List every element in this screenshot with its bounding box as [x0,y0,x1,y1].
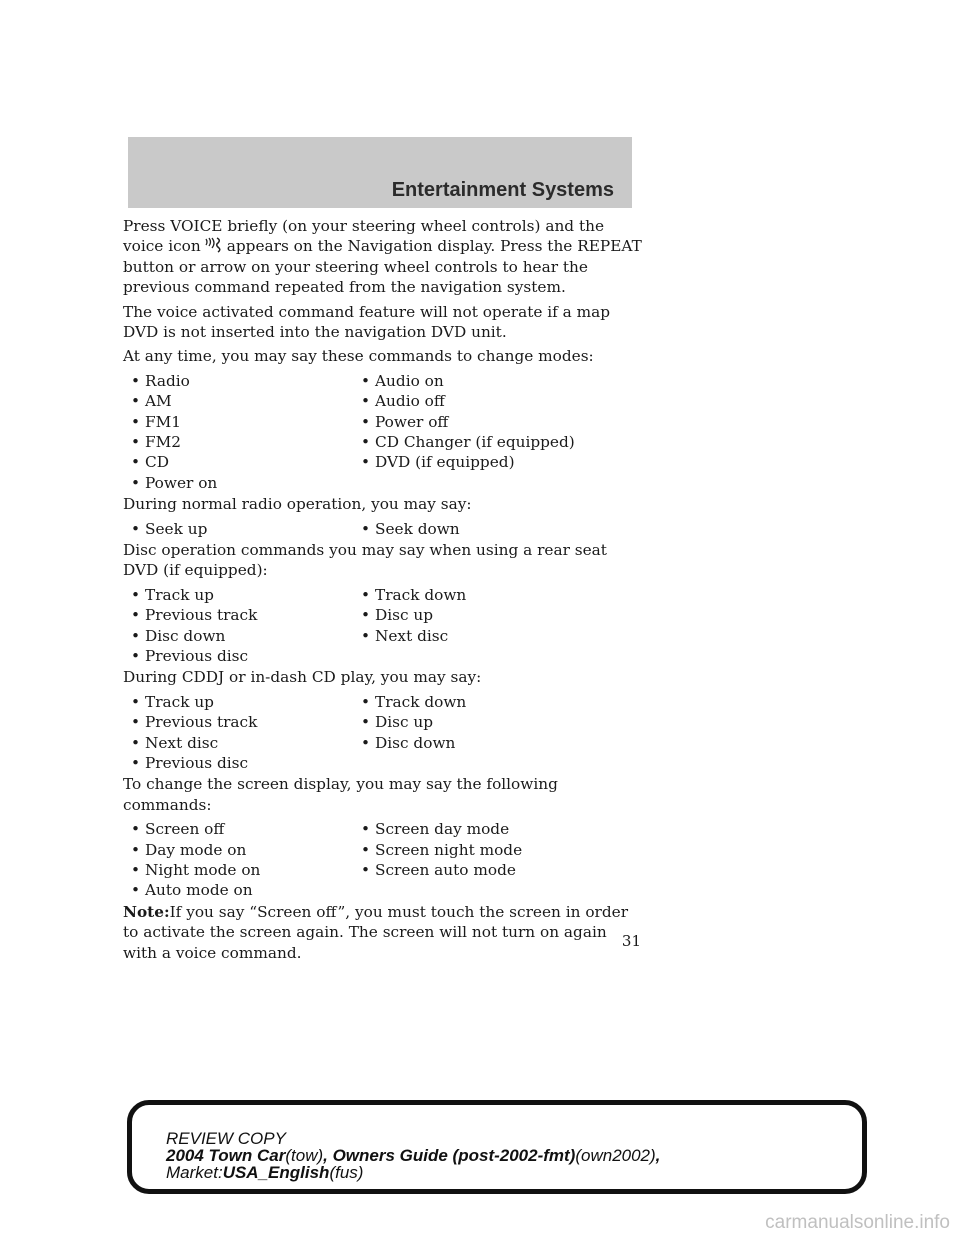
bullet-item [123,585,353,605]
review-guide: , Owners Guide (post-2002-fmt) [323,1146,576,1165]
radio-list [123,519,643,539]
bullet-text: Next disc [145,733,219,752]
bullet-text: Screen day mode [375,820,510,839]
bullet-dot: • [361,519,371,538]
review-guide-code: (own2002) [575,1146,656,1165]
bullet-dot: • [361,453,371,472]
bullet-text: Previous disc [145,646,249,665]
bullet-dot: • [361,606,371,625]
paragraph-dvd-note: The voice activated command feature will not operate if a map DVD is not inserted into the navigation DVD unit. [123,302,611,342]
review-text [166,1130,660,1181]
bullet-text: DVD (if equipped) [375,453,515,472]
paragraph-voice-intro [123,216,643,298]
paragraph-disc-intro: Disc operation commands you may say when using a rear seat DVD (if equipped): [123,540,607,580]
note-label: Note: [123,902,170,921]
bullet-item [353,371,643,391]
bullet-dot: • [131,733,141,752]
bullet-text: FM1 [145,412,182,431]
bullet-dot: • [131,753,141,772]
bullet-text: Track down [375,692,467,711]
section-title: Entertainment Systems [391,179,614,201]
bullet-item [123,692,353,712]
bullet-item [123,605,353,625]
bullet-item [353,519,643,539]
bullet-dot: • [131,713,141,732]
review-line-3 [166,1164,660,1181]
paragraph-cddj-intro: During CDDJ or in-dash CD play, you may say: [123,668,482,687]
bullet-dot: • [361,585,371,604]
page-content [123,216,643,967]
bullet-dot: • [361,433,371,452]
bullet-text: Disc down [375,733,456,752]
bullet-item [123,646,353,666]
bullet-text: Power on [145,473,218,492]
disc-list [123,585,643,667]
bullet-dot: • [361,692,371,711]
intro-text-a: Press VOICE briefly (on your steering wheel controls) and the voice icon [123,217,605,256]
bullet-text: Track up [145,585,214,604]
review-vehicle: 2004 Town Car [166,1146,286,1165]
bullet-dot: • [361,713,371,732]
bullet-item [123,753,353,773]
bullet-dot: • [361,371,371,390]
note-text: If you say “Screen off”, you must touch the screen in order to activate the screen again. The screen will not turn on again with a voice command. [123,902,629,962]
bullet-dot: • [131,433,141,452]
bullet-item [353,626,643,646]
bullet-text: Previous track [145,713,258,732]
bullet-item [123,432,353,452]
bullet-item [123,840,353,860]
screen-list [123,819,643,901]
bullet-dot: • [131,519,141,538]
bullet-text: Screen night mode [375,840,523,859]
bullet-item [123,391,353,411]
bullet-item [123,819,353,839]
bullet-text: Next disc [375,626,449,645]
paragraph-radio-intro: During normal radio operation, you may say: [123,495,472,514]
bullet-text: Radio [145,371,190,390]
review-market: USA_English [222,1163,330,1182]
bullet-dot: • [131,392,141,411]
bullet-item [123,519,353,539]
bullet-dot: • [131,412,141,431]
bullet-text: Screen off [145,820,225,839]
bullet-dot: • [131,692,141,711]
bullet-item [353,452,643,472]
paragraph-modes-intro: At any time, you may say these commands to change modes: [123,347,594,366]
bullet-text: Audio on [375,371,444,390]
bullet-item [353,733,643,753]
bullet-item [123,860,353,880]
bullet-item [353,692,643,712]
bullet-item [123,733,353,753]
section-header-band [128,137,632,208]
review-line-2 [166,1147,660,1164]
bullet-text: Day mode on [145,840,247,859]
bullet-item [353,585,643,605]
note-paragraph [123,902,643,963]
bullet-text: Previous track [145,606,258,625]
bullet-text: Screen auto mode [375,860,516,879]
bullet-text: Disc up [375,606,434,625]
bullet-text: FM2 [145,433,182,452]
bullet-dot: • [131,646,141,665]
bullet-text: Seek up [145,519,208,538]
bullet-item [353,432,643,452]
bullet-dot: • [361,626,371,645]
bullet-text: Seek down [375,519,460,538]
bullet-dot: • [361,860,371,879]
review-comma: , [655,1146,661,1165]
bullet-text: Track up [145,692,214,711]
bullet-item [353,605,643,625]
bullet-text: AM [145,392,172,411]
bullet-dot: • [131,626,141,645]
bullet-item [123,626,353,646]
bullet-dot: • [131,881,141,900]
review-vehicle-code: (tow) [285,1146,324,1165]
bullet-dot: • [131,840,141,859]
bullet-dot: • [361,392,371,411]
bullet-dot: • [361,820,371,839]
bullet-item [353,819,643,839]
modes-list [123,371,643,493]
bullet-text: Night mode on [145,860,261,879]
review-copy-box [127,1100,867,1194]
bullet-item [123,712,353,732]
bullet-dot: • [131,606,141,625]
bullet-text: CD Changer (if equipped) [375,433,575,452]
bullet-item [353,391,643,411]
page-number: 31 [621,932,641,950]
bullet-item [353,840,643,860]
bullet-text: CD [145,453,169,472]
bullet-item [353,412,643,432]
bullet-text: Power off [375,412,449,431]
bullet-item [123,371,353,391]
voice-command-icon [203,237,225,253]
bullet-dot: • [361,733,371,752]
bullet-dot: • [131,473,141,492]
bullet-item [353,860,643,880]
bullet-dot: • [361,412,371,431]
intro-text-b: appears on the Navigation display. Press the REPEAT button or arrow on your steering wheel controls to hear the previous command repeated from the navigation system. [123,237,642,297]
bullet-text: Auto mode on [145,881,253,900]
bullet-text: Disc down [145,626,226,645]
watermark: carmanualsonline.info [765,1212,950,1233]
cddj-list [123,692,643,774]
bullet-item [353,712,643,732]
paragraph-screen-intro: To change the screen display, you may say the following commands: [123,775,558,814]
bullet-text: Track down [375,585,467,604]
bullet-dot: • [361,840,371,859]
bullet-item [123,452,353,472]
bullet-item [123,473,353,493]
review-market-label: Market: [166,1163,223,1182]
bullet-text: Previous disc [145,753,249,772]
bullet-dot: • [131,371,141,390]
bullet-dot: • [131,860,141,879]
review-line-1: REVIEW COPY [166,1129,286,1148]
bullet-text: Disc up [375,713,434,732]
bullet-text: Audio off [375,392,445,411]
review-market-code: (fus) [329,1163,364,1182]
bullet-item [123,880,353,900]
bullet-dot: • [131,820,141,839]
bullet-dot: • [131,453,141,472]
bullet-dot: • [131,585,141,604]
bullet-item [123,412,353,432]
